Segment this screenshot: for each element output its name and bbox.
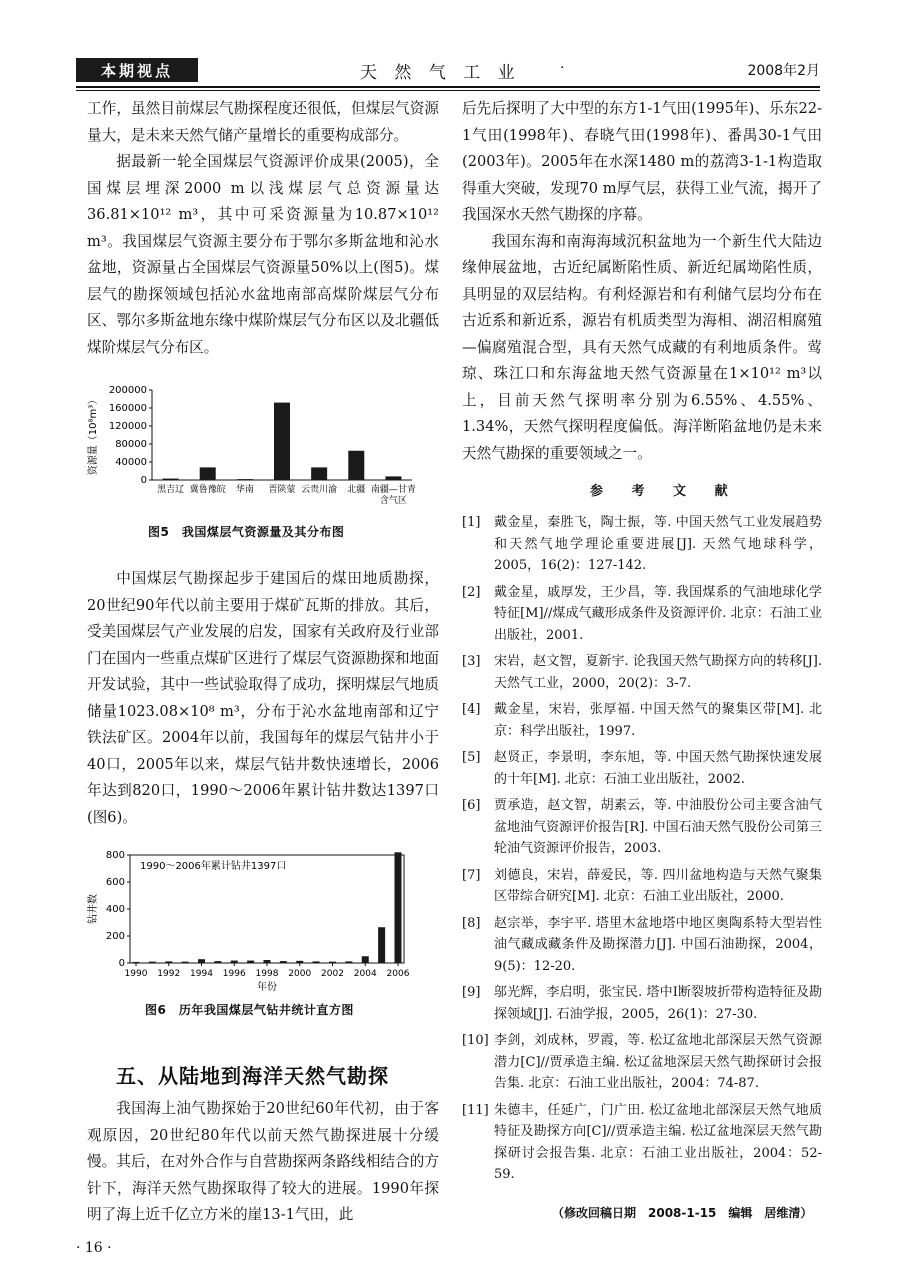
paragraph: 后先后探明了大中型的东方1-1气田(1995年)、乐东22-1气田(1998年)、春晓气田(1998年)、番禺30-1气田(2003年)。2005年在水深1480 m的荔湾3-1-1构造取得重大突破，发现70 m厚气层，获得工业气流，揭开了我国深水天然气勘探的序幕。 [462, 100, 822, 223]
x-tick-label-line2: 含气区 [379, 496, 407, 506]
figure-5-chart [82, 378, 442, 518]
x-tick-label: 2004 [353, 969, 377, 979]
reference-text: 贾承造，赵文智，胡素云，等. 中油股份公司主要含油气盆地油气资源评价报告[R]. 中国石油天然气股份公司第三轮油气资源评价报告，2003. [494, 798, 822, 856]
section-badge: 本期视点 [76, 58, 198, 82]
y-tick-label: 0 [140, 475, 147, 486]
bar [237, 479, 253, 480]
bar [165, 961, 172, 963]
reference-number: [8] [462, 915, 481, 931]
y-axis-label: 资源量（10⁸m³） [88, 394, 99, 476]
bar [133, 962, 140, 963]
bar [182, 962, 189, 963]
x-tick-label: 2002 [321, 969, 344, 979]
y-tick-label: 80000 [115, 439, 147, 450]
header-rule-thin [76, 90, 820, 91]
x-tick-label: 1994 [190, 969, 213, 979]
page-number: · 16 · [76, 1240, 112, 1256]
figure-6-caption: 图6 历年我国煤层气钻井统计直方图 [145, 1003, 354, 1017]
bar [313, 961, 320, 963]
left-column-top [87, 96, 439, 361]
left-column-bottom [87, 1096, 439, 1229]
bar [378, 927, 385, 963]
reference-item [462, 1030, 822, 1095]
bar [280, 961, 287, 963]
header-rule [76, 86, 820, 88]
reference-text: 戴金星，秦胜飞，陶士振，等. 中国天然气工业发展趋势和天然气地学理论重要进展[J]. 天然气地球科学，2005，16(2)：127-142. [494, 515, 822, 573]
reference-text: 李剑，刘成林，罗霞，等. 松辽盆地北部深层天然气资源潜力[C]//贾承造主编. 松辽盆地深层天然气勘探研讨会报告集. 北京：石油工业出版社，2004：74-87. [494, 1033, 822, 1091]
bar [296, 961, 303, 963]
right-column [462, 96, 822, 467]
y-tick-label: 200 [105, 931, 125, 942]
y-axis-label: 钻井数 [88, 894, 99, 924]
y-tick-label: 120000 [108, 421, 147, 432]
x-tick-label: 1992 [157, 969, 181, 979]
reference-number: [1] [462, 515, 481, 530]
reference-item [462, 699, 822, 742]
paragraph: 我国东海和南海海域沉积盆地为一个新生代大陆边缘伸展盆地，古近纪属断陷性质、新近纪属坳陷性质，具明显的双层结构。有利烃源岩和有利储气层均分布在古近系和新近系，源岩有机质类型为海相、湖沼相腐殖—偏腐殖混合型，具有天然气成藏的有利地质条件。莺琼、珠江口和东海盆地天然气资源量在1×10¹² m³以上，目前天然气探明率分别为6.55%、4.55%、1.34%，天然气探明程度偏低。海洋断陷盆地仍是未来天然气勘探的重要领域之一。 [462, 232, 822, 462]
x-tick-label: 晋陕蒙 [268, 485, 296, 495]
figure-5-caption: 图5 我国煤层气资源量及其分布图 [148, 525, 345, 539]
x-tick-label: 2006 [386, 969, 410, 979]
x-tick-label: 黑吉辽 [157, 485, 185, 495]
bar [348, 451, 364, 480]
x-tick-label: 云贵川渝 [301, 485, 338, 495]
reference-text: 戴金星，宋岩，张厚福. 中国天然气的聚集区带[M]. 北京：科学出版社，1997. [494, 702, 822, 739]
x-tick-label: 1998 [255, 969, 279, 979]
reference-item [462, 982, 822, 1025]
reference-text: 邬光辉，李启明，张宝民. 塔中Ⅰ断裂坡折带构造特征及勘探领域[J]. 石油学报，2005，26(1)：27-30. [494, 985, 822, 1022]
revision-note: （修改回稿日期 2008-1-15 编辑 居维清） [552, 1206, 813, 1220]
bar [198, 959, 205, 963]
bar [247, 961, 254, 963]
reference-item [462, 651, 822, 694]
x-tick-label: 冀鲁豫皖 [189, 485, 226, 495]
reference-text: 赵贤正，李景明，李东旭，等. 中国天然气勘探快速发展的十年[M]. 北京：石油工业出版社，2002. [494, 750, 822, 787]
bar [311, 467, 327, 480]
left-column-middle [87, 566, 439, 831]
bar [362, 956, 369, 963]
paragraph: 我国海上油气勘探始于20世纪60年代初，由于客观原因，20世纪80年代以前天然气勘探进展十分缓慢。其后，在对外合作与自营勘探两条路线相结合的方针下，海洋天然气勘探取得了较大的进展。1990年探明了海上近千亿立方米的崖13-1气田，此 [87, 1100, 439, 1223]
y-tick-label: 400 [105, 904, 125, 915]
x-tick-label: 华南 [235, 485, 254, 495]
bar [231, 961, 238, 963]
header-dot: · [560, 60, 565, 76]
y-tick-label: 600 [105, 877, 125, 888]
reference-number: [5] [462, 750, 481, 765]
reference-text: 朱德丰，任延广，门广田. 松辽盆地北部深层天然气地质特征及勘探方向[C]//贾承造主编. 松辽盆地深层天然气勘探研讨会报告集. 北京：石油工业出版社，2004：52-59. [494, 1102, 822, 1182]
bar [395, 852, 402, 963]
y-tick-label: 0 [118, 958, 125, 969]
x-tick-label: 1996 [222, 969, 246, 979]
journal-title: 天 然 气 工 业 [360, 62, 521, 83]
reference-text: 赵宗举，李宇平. 塔里木盆地塔中地区奥陶系特大型岩性油气藏成藏条件及勘探潜力[J]. 中国石油勘探，2004，9(5)：12-20. [494, 915, 822, 974]
figure-6-chart [82, 845, 442, 995]
y-tick-label: 40000 [115, 457, 147, 468]
paragraph: 中国煤层气勘探起步于建国后的煤田地质勘探，20世纪90年代以前主要用于煤矿瓦斯的排放。其后，受美国煤层气产业发展的启发，国家有关政府及行业部门在国内一些重点煤矿区进行了煤层气资源勘探和地面开发试验，其中一些试验取得了成功，探明煤层气地质储量1023.08×10⁸ m³，分布于沁水盆地南部和辽宁铁法矿区。2004年以前，我国每年的煤层气钻井小于40口，2005年以来，煤层气钻井数快速增长，2006年达到820口，1990～2006年累计钻井数达1397口(图6)。 [87, 570, 439, 826]
bar [329, 962, 336, 963]
reference-number: [4] [462, 702, 481, 717]
paragraph: 据最新一轮全国煤层气资源评价成果(2005)，全国煤层埋深2000 m以浅煤层气总资源量达36.81×10¹² m³，其中可采资源量为10.87×10¹² m³。我国煤层气资源主要分布于鄂尔多斯盆地和沁水盆地，资源量占全国煤层气资源量50%以上(图5)。煤层气的勘探领域包括沁水盆地南部高煤阶煤层气分布区、鄂尔多斯盆地东缘中煤阶煤层气分布区以及北疆低煤阶煤层气分布区。 [87, 153, 439, 356]
bar [274, 403, 290, 480]
reference-number: [10] [462, 1033, 489, 1048]
x-tick-label: 1990 [124, 969, 148, 979]
y-tick-label: 160000 [108, 403, 147, 414]
reference-item [462, 747, 822, 790]
x-tick-label: 南疆—甘青 [370, 485, 416, 495]
reference-item [462, 582, 822, 647]
reference-item [462, 795, 822, 860]
references-list [462, 512, 822, 1191]
reference-item [462, 865, 822, 908]
reference-number: [11] [462, 1102, 489, 1118]
x-axis-label: 年份 [257, 982, 277, 993]
bar [385, 476, 401, 480]
reference-number: [6] [462, 798, 481, 813]
reference-number: [3] [462, 654, 481, 669]
reference-item [462, 913, 822, 978]
reference-number: [9] [462, 985, 481, 1000]
references-title: 参 考 文 献 [590, 484, 740, 499]
reference-text: 宋岩，赵文智，夏新宇. 论我国天然气勘探方向的转移[J]. 天然气工业，2000，20(2)：3-7. [494, 654, 822, 691]
reference-text: 刘德良，宋岩，薛爱民，等. 四川盆地构造与天然气聚集区带综合研究[M]. 北京：石油工业出版社，2000. [494, 867, 822, 904]
bar [149, 962, 156, 963]
bar [345, 961, 352, 963]
reference-item [462, 1100, 822, 1186]
section-title: 五、从陆地到海洋天然气勘探 [116, 1064, 389, 1088]
reference-number: [7] [462, 867, 481, 883]
bar [214, 961, 221, 963]
reference-item [462, 512, 822, 577]
bar [200, 467, 216, 480]
reference-text: 戴金星，戚厚发，王少昌，等. 我国煤系的气油地球化学特征[M]//煤成气藏形成条件及资源评价. 北京：石油工业出版社，2001. [494, 584, 822, 643]
issue-date: 2008年2月 [747, 63, 820, 79]
x-tick-label: 2000 [288, 969, 312, 979]
x-tick-label: 北疆 [347, 485, 366, 495]
bar [163, 479, 179, 480]
chart-annotation: 1990～2006年累计钻井1397口 [140, 861, 287, 872]
y-tick-label: 800 [105, 850, 125, 861]
bar [264, 960, 271, 963]
paragraph: 工作，虽然目前煤层气勘探程度还很低，但煤层气资源量大，是未来天然气储产量增长的重要构成部分。 [87, 100, 439, 144]
reference-number: [2] [462, 584, 481, 600]
y-tick-label: 200000 [108, 385, 147, 396]
